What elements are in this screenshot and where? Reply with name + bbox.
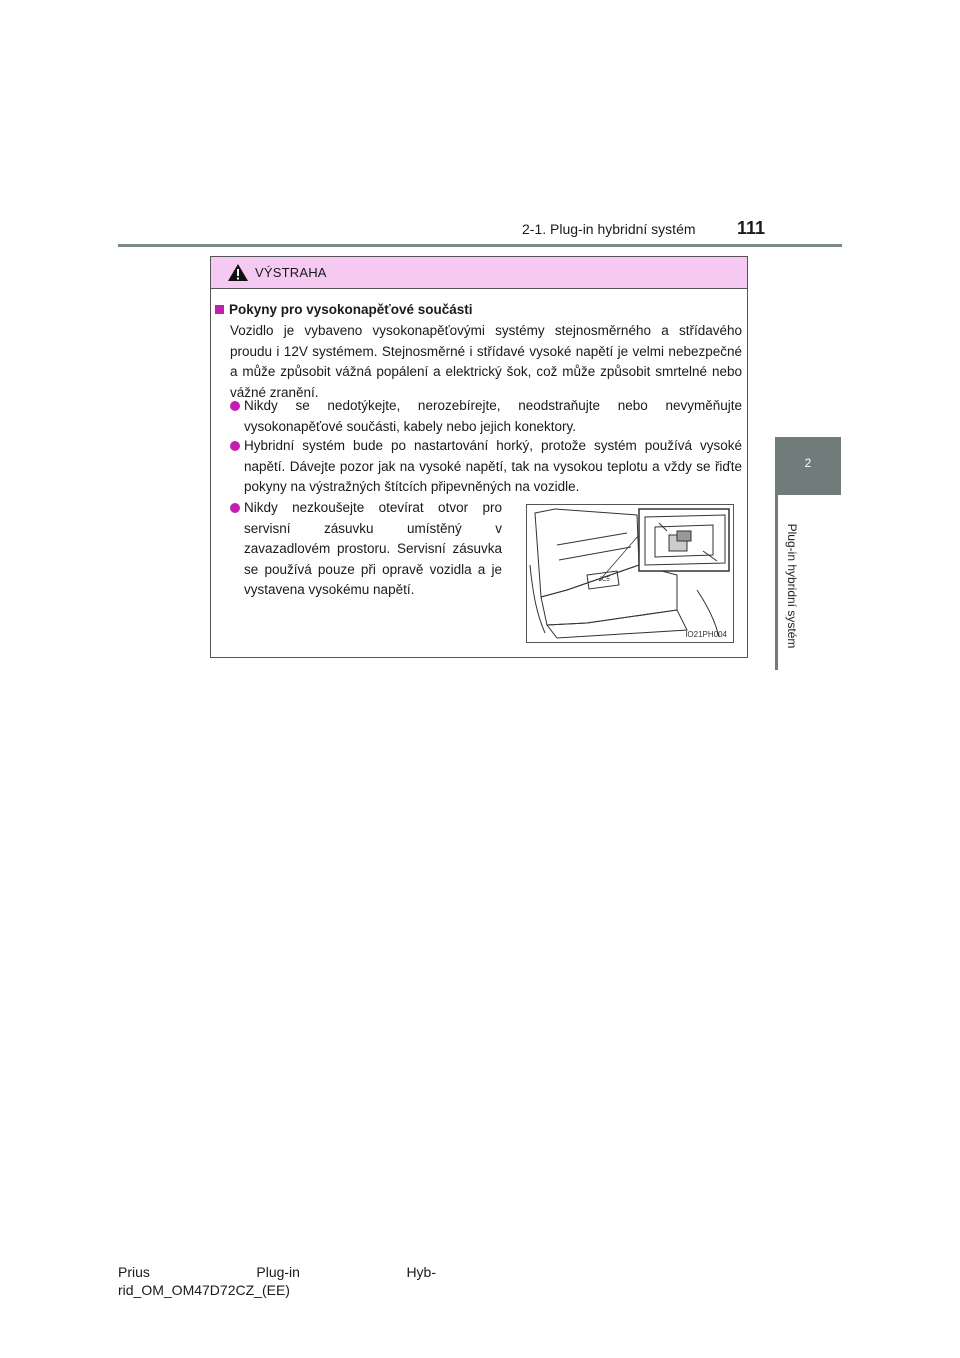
footer-word: Hyb-	[406, 1264, 436, 1280]
bullet-text: Hybridní systém bude po nastartování horký, protože systém používá vysoké napětí. Dávejte pozor jak na vysoké napětí, tak na vysokou teplotu a vždy se řiďte pokyny na výstražných štítcích připevněných na vozidle.	[244, 438, 742, 494]
bullet-text: Nikdy nezkoušejte otevírat otvor pro servisní zásuvku umístěný v zavazadlovém prostoru. Servisní zásuvka se používá pouze při opravě vozidla a je vystavena vysokému napětí.	[244, 500, 502, 597]
svg-text:JC5: JC5	[599, 577, 610, 583]
bullet-dot-icon	[230, 401, 240, 411]
footer-word: Prius	[118, 1264, 150, 1280]
luggage-compartment-figure	[526, 504, 734, 643]
warning-subheading	[215, 302, 473, 317]
chapter-number: 2	[804, 456, 812, 470]
bullet-dot-icon	[230, 503, 240, 513]
bullet-text: Nikdy se nedotýkejte, nerozebírejte, neodstraňujte nebo nevyměňujte vysokonapěťové součásti, kabely nebo jejich konektory.	[244, 398, 742, 434]
bullet-item	[230, 436, 742, 498]
subheading-text: Pokyny pro vysokonapěťové součásti	[229, 302, 473, 317]
warning-paragraph: Vozidlo je vybaveno vysokonapěťovými systémy stejnosměrného a střídavého proudu i 12V systémem. Stejnosměrné i střídavé vysoké napětí je velmi nebezpečné a může způsobit vážná popálení a elektrický šok, což může způsobit smrtelné nebo vážné zranění.	[230, 323, 742, 400]
chapter-tab	[775, 437, 841, 495]
page-number: 111	[737, 218, 766, 238]
footer-line-2: rid_OM_OM47D72CZ_(EE)	[118, 1282, 290, 1298]
warning-triangle-icon	[227, 263, 249, 282]
section-title: 2-1. Plug-in hybridní systém	[522, 221, 696, 237]
bullet-dot-icon	[230, 441, 240, 451]
figure-code: IO21PH004	[685, 630, 727, 639]
chapter-label: Plug-in hybridní systém	[785, 523, 799, 649]
footer-word: Plug-in	[256, 1264, 300, 1280]
footer-line-1	[118, 1263, 436, 1281]
footer-doc-id	[118, 1263, 436, 1299]
warning-header	[211, 257, 747, 289]
warning-title: VÝSTRAHA	[255, 265, 327, 280]
bullet-item	[230, 498, 502, 601]
warning-box	[210, 256, 748, 658]
car-trunk-illustration	[527, 505, 733, 642]
square-bullet-icon	[215, 305, 224, 314]
chapter-strip	[775, 495, 778, 670]
header-rule	[118, 244, 842, 247]
bullet-item	[230, 396, 742, 437]
